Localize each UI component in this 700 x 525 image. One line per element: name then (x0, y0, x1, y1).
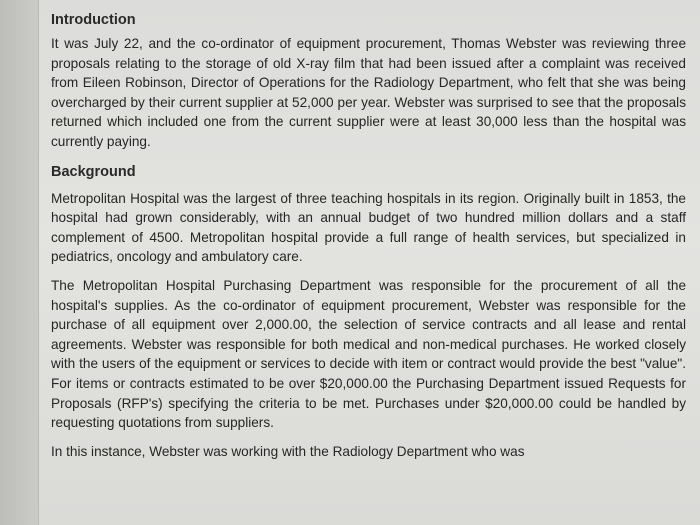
section-heading-introduction: Introduction (51, 12, 136, 28)
section-heading-background: Background (51, 163, 136, 180)
page-edge-shadow (0, 0, 38, 525)
paragraph-background-2: The Metropolitan Hospital Purchasing Department was responsible for the procurement of all the hospital's supplies. As the co-ordinator of equipment procurement, Webster was responsible for the purchase of all equipment over 2,000.00, the selection of service contracts and all lease and rental agreements. Webster was responsible for both medical and non-medical purchases. He worked closely with the users of the equipment or services to decide with item or contract would provide the best "value". For items or contracts estimated to be over $20,000.00 the Purchasing Department issued Requests for Proposals (RFP's) specifying the criteria to be met. Purchases under $20,000.00 could be handled by requesting quotations from suppliers. (51, 277, 686, 431)
paragraph-background-1: Metropolitan Hospital was the largest of three teaching hospitals in its region. Originally built in 1853, the hospital had grown considerably, with an annual budget of two hundred million dollars and a staff complement of 4500. Metropolitan hospital provide a full range of health services, but specialized in pediatrics, oncology and ambulatory care. (51, 190, 686, 265)
document-page (38, 0, 700, 525)
paragraph-introduction: It was July 22, and the co-ordinator of equipment procurement, Thomas Webster was reviewing three proposals relating to the storage of old X-ray film that had been issued after a complaint was received from Eileen Robinson, Director of Operations for the Radiology Department, who felt that she was being overcharged by their current supplier at 52,000 per year. Webster was surprised to see that the proposals returned which included one from the current supplier were at least 30,000 less than the hospital was currently paying. (51, 36, 686, 149)
paragraph-background-3: In this instance, Webster was working with the Radiology Department who was (51, 443, 525, 459)
